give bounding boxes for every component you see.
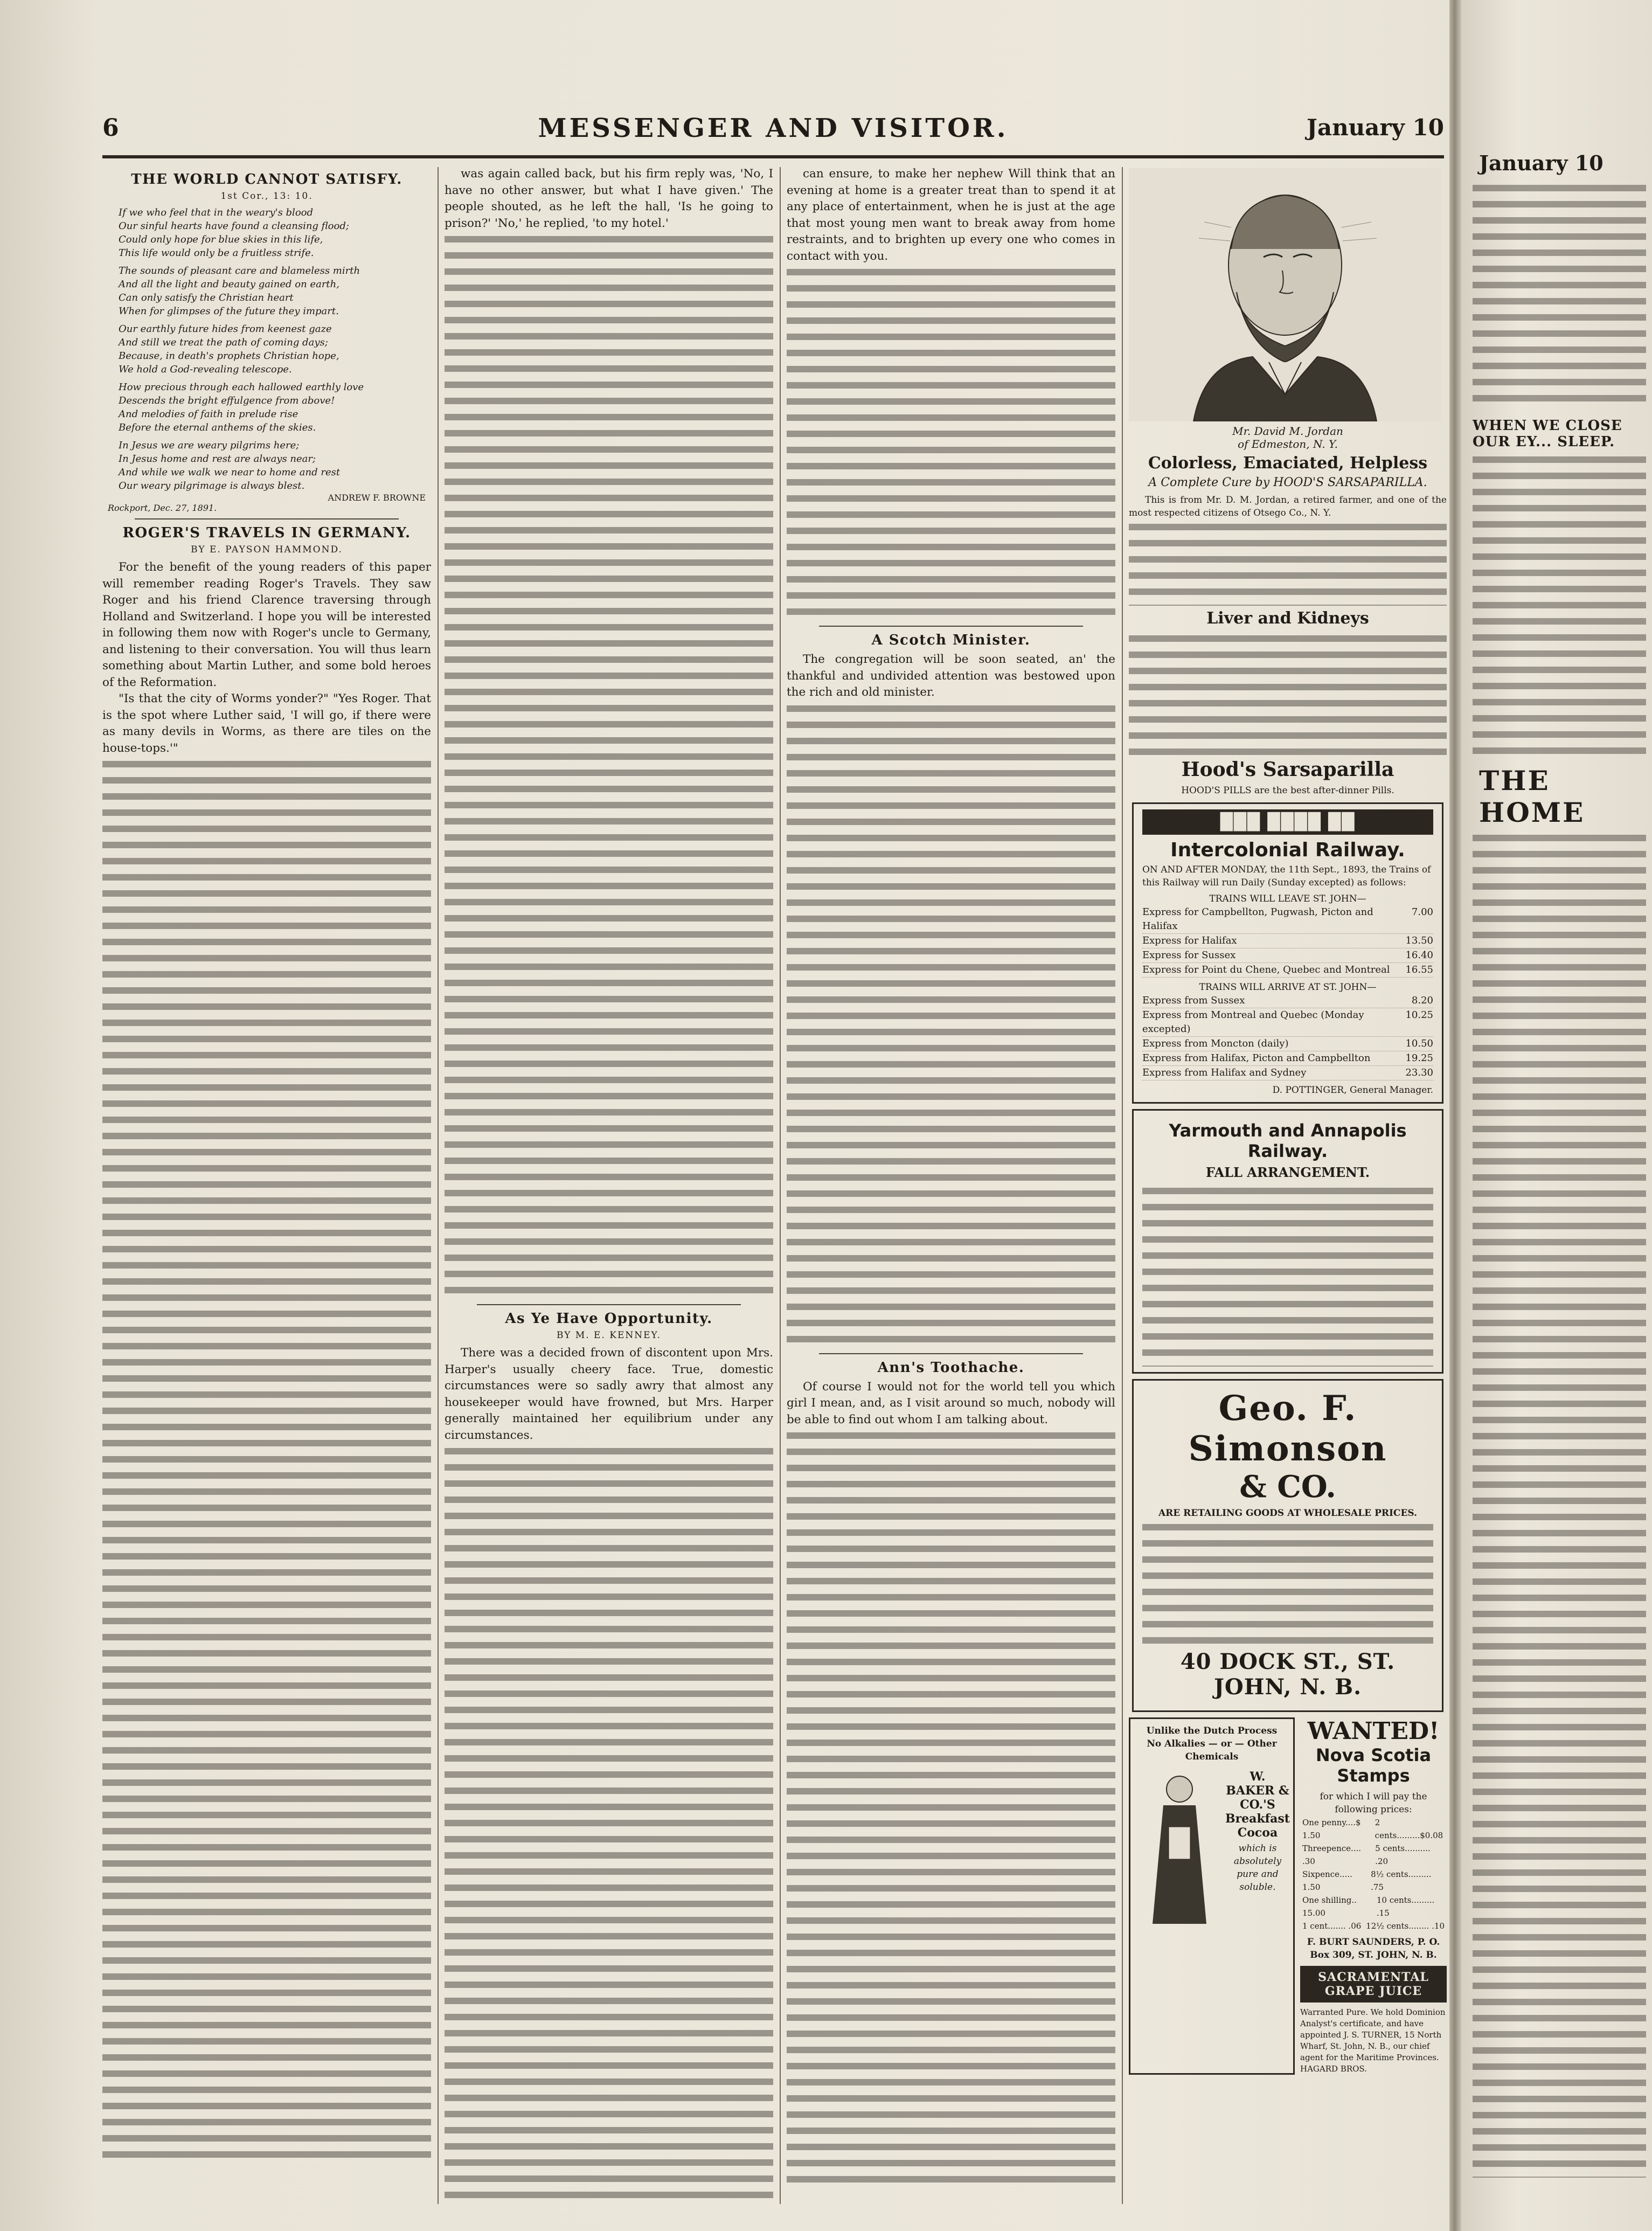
ad-hoods-brand: Hood's Sarsaparilla xyxy=(1181,758,1394,781)
ad-subhead: A Complete Cure by HOOD'S SARSAPARILLA. xyxy=(1148,476,1427,489)
stamps-ad xyxy=(1300,1717,1447,2075)
stamp-price-list xyxy=(1302,1816,1445,1932)
story-text-continued xyxy=(445,1444,773,2198)
simonson-items xyxy=(1142,1520,1433,1644)
facing-poem xyxy=(1473,452,1646,754)
yarmouth-ad xyxy=(1132,1109,1443,1374)
poem-line: Because, in death's prophets Christian hope, xyxy=(119,350,339,362)
article-text-continued xyxy=(445,232,773,1299)
railway-signoff: D. POTTINGER, General Manager. xyxy=(1272,1085,1433,1096)
grape-juice-heading: SACRAMENTAL GRAPE JUICE xyxy=(1300,1966,1447,2003)
timetable-row xyxy=(1142,1008,1433,1037)
masthead xyxy=(102,107,1444,155)
cocoa-head: Unlike the Dutch Process No Alkalies — or — Other Chemicals xyxy=(1146,1726,1278,1762)
timetable-destination: Express for Campbellton, Pugwash, Picton and Halifax xyxy=(1142,906,1373,932)
timetable-destination: Express for Point du Chene, Quebec and Montreal xyxy=(1142,964,1390,975)
portrait-caption: Mr. David M. Jordan of Edmeston, N. Y. xyxy=(1232,425,1343,451)
portrait-engraving xyxy=(1129,168,1441,421)
section-text-continued xyxy=(787,701,1115,1348)
page-fold xyxy=(1449,0,1461,2231)
timetable-time: 16.40 xyxy=(1405,950,1433,961)
column-4-ads xyxy=(1129,166,1447,2214)
article-text-continued xyxy=(102,757,431,2158)
poem-line: Could only hope for blue skies in this life, xyxy=(119,234,323,245)
timetable-time: 7.00 xyxy=(1411,906,1433,918)
cocoa-text xyxy=(1225,1768,1290,1929)
cocoa-content xyxy=(1139,1768,1290,1929)
newspaper-title: MESSENGER AND VISITOR. xyxy=(538,113,1009,143)
timetable-destination: Express from Halifax and Sydney xyxy=(1142,1067,1307,1078)
column-2 xyxy=(445,166,773,2214)
article-paragraph: For the benefit of the young readers of this paper will remember reading Roger's Travels. They saw Roger and his friend Clarence traversing through Holland and Switzerland. I hope you will be interested in following them now with Roger's uncle to Germany, and listening to their conversation. You will thus learn something about Martin Luther, and some bold heroes of the Reformation. xyxy=(102,560,431,689)
story-paragraph: There was a decided frown of discontent upon Mrs. Harper's usually cheery face. True, domestic circumstances were so sadly awry that almost any housekeeper would have frowned, but Mrs. Harper generally maintained her equilibrium under any circumstances. xyxy=(445,1346,773,1442)
section-body xyxy=(787,652,1115,701)
section-paragraph: The congregation will be soon seated, an' the thankful and undivided attention was bestowed upon the rich and old minister. xyxy=(787,653,1115,699)
divider xyxy=(135,518,399,519)
poem-reference: 1st Cor., 13: 10. xyxy=(220,191,313,202)
facing-text xyxy=(1473,830,1646,2178)
timetable-row xyxy=(1142,905,1433,934)
poem-line: Descends the bright effulgence from above! xyxy=(119,395,335,406)
poem-line: Before the eternal anthems of the skies. xyxy=(119,422,316,433)
facing-section-title: THE HOME xyxy=(1479,765,1585,828)
timetable-time: 10.50 xyxy=(1405,1038,1433,1049)
timetable-row xyxy=(1142,1037,1433,1051)
yarmouth-sub: FALL ARRANGEMENT. xyxy=(1205,1165,1370,1180)
poem-line: This life would only be a fruitless strife. xyxy=(119,247,314,259)
poem-line: When for glimpses of the future they impart. xyxy=(119,306,339,317)
timetable-time: 19.25 xyxy=(1405,1052,1433,1064)
cocoa-tag: which is absolutely pure and soluble. xyxy=(1233,1843,1282,1893)
timetable-destination: Express from Sussex xyxy=(1142,995,1245,1006)
story2-paragraph: Of course I would not for the world tell you which girl I mean, and, as I visit around so much, nobody will be able to find out whom I am talking about. xyxy=(787,1380,1115,1426)
divider xyxy=(819,1353,1083,1354)
railway-engine-cut: ███ ████ ██ xyxy=(1142,809,1433,835)
poem-line: In Jesus we are weary pilgrims here; xyxy=(119,440,300,451)
poem-line: If we who feel that in the weary's blood xyxy=(119,207,314,218)
section-title: A Scotch Minister. xyxy=(871,632,1031,648)
timetable-row xyxy=(1142,948,1433,963)
masthead-rule xyxy=(102,155,1444,158)
cocoa-brand: W. BAKER & CO.'S Breakfast Cocoa xyxy=(1225,1770,1290,1840)
stamp-price-row: One shilling.. 15.00 10 cents......... .15 xyxy=(1302,1895,1435,1918)
ad-liver-kidneys: Liver and Kidneys xyxy=(1206,609,1369,628)
timetable-row xyxy=(1142,1051,1433,1066)
column-rule xyxy=(1122,167,1123,2204)
timetable-destination: Express from Moncton (daily) xyxy=(1142,1038,1289,1049)
column-1 xyxy=(102,166,431,2214)
poem-line: Our weary pilgrimage is always blest. xyxy=(119,480,305,491)
timetable-time: 23.30 xyxy=(1405,1067,1433,1078)
poem-body xyxy=(119,206,426,493)
article-paragraph: was again called back, but his firm reply was, 'No, I have no other answer, but what I have given.' The people shouted, as he left the hall, 'Is he going to prison?' 'No,' he replied, 'to my hotel.' xyxy=(445,167,773,230)
story-continuation xyxy=(787,166,1115,265)
issue-date: January 10 xyxy=(1307,114,1444,141)
timetable-destination: Express from Halifax, Picton and Campbellton xyxy=(1142,1052,1371,1064)
timetable-time: 13.50 xyxy=(1405,935,1433,946)
article-title: ROGER'S TRAVELS IN GERMANY. xyxy=(122,525,411,541)
poem-author: ANDREW F. BROWNE xyxy=(328,493,426,503)
story-paragraph: can ensure, to make her nephew Will think that an evening at home is a greater treat than to spend it at any place of entertainment, when he is just at the age that most young men want to break away from home restraints, and to brighten up every one who comes in contact with you. xyxy=(787,167,1115,263)
poem-line: Our earthly future hides from keenest gaze xyxy=(119,323,332,335)
stamp-price-row: One penny....$ 1.50 2 cents.........$0.08 xyxy=(1302,1818,1443,1840)
ad-text-continued xyxy=(1129,631,1447,755)
poem-line: The sounds of pleasant care and blameless mirth xyxy=(119,265,360,276)
simonson-ad xyxy=(1132,1379,1443,1712)
facing-headline: WHEN WE CLOSE OUR EY... SLEEP. xyxy=(1473,418,1622,450)
timetable-time: 16.55 xyxy=(1405,964,1433,975)
page-number: 6 xyxy=(102,114,119,142)
poem-line: Our sinful hearts have found a cleansing flood; xyxy=(119,220,349,232)
timetable-row xyxy=(1142,963,1433,978)
facing-page-fragment xyxy=(1468,102,1646,2204)
column-rule xyxy=(438,167,439,2204)
simonson-address: 40 DOCK ST., ST. JOHN, N. B. xyxy=(1180,1649,1396,1700)
cocoa-girl-illustration xyxy=(1139,1768,1220,1929)
stamps-heading: Nova Scotia Stamps xyxy=(1315,1745,1432,1786)
simonson-name: Geo. F. Simonson xyxy=(1188,1388,1387,1469)
story-title: As Ye Have Opportunity. xyxy=(505,1311,713,1327)
article-body xyxy=(102,559,431,757)
ad-testimony: This is from Mr. D. M. Jordan, a retired farmer, and one of the most respected citizens of Otsego Co., N. Y. xyxy=(1129,495,1447,518)
stamps-sub: for which I will pay the following prices: xyxy=(1320,1791,1427,1815)
timetable-destination: Express from Montreal and Quebec (Monday excepted) xyxy=(1142,1009,1364,1035)
ad-headline: Colorless, Emaciated, Helpless xyxy=(1148,454,1428,473)
timetable-row xyxy=(1142,1066,1433,1080)
story-body xyxy=(445,1345,773,1444)
poem-line: In Jesus home and rest are always near; xyxy=(119,453,316,465)
poem-line: And all the light and beauty gained on earth, xyxy=(119,279,339,290)
ad-hoods-pills: HOOD'S PILLS are the best after-dinner Pills. xyxy=(1181,785,1394,796)
cocoa-ad xyxy=(1129,1717,1295,2075)
railway-opening: ON AND AFTER MONDAY, the 11th Sept., 1893, the Trains of this Railway will run Daily (Sunday excepted) as follows: xyxy=(1142,864,1431,888)
divider xyxy=(819,626,1083,627)
poem-line: How precious through each hallowed earthly love xyxy=(119,382,364,393)
yarmouth-name: Yarmouth and Annapolis Railway. xyxy=(1169,1120,1407,1161)
grape-juice-text: Warranted Pure. We hold Dominion Analyst's certificate, and have appointed J. S. TURNER, 15 North Wharf, St. John, N. B., our chief agent for the Maritime Provinces. HAGARD BROS. xyxy=(1300,2007,1446,2074)
stamp-price-row: 1 cent....... .06 12½ cents........ .10 xyxy=(1302,1921,1445,1931)
stamp-price-row: Sixpence..... 1.50 8½ cents......... .75 xyxy=(1302,1869,1432,1892)
poem-line: And still we treat the path of coming days; xyxy=(119,337,328,348)
railway-ad xyxy=(1132,802,1443,1104)
timetable-time: 10.25 xyxy=(1405,1009,1433,1021)
bottom-ads xyxy=(1129,1717,1447,2075)
story2-title: Ann's Toothache. xyxy=(877,1359,1025,1376)
simonson-line: ARE RETAILING GOODS AT WHOLESALE PRICES. xyxy=(1158,1508,1418,1519)
story2-text-continued xyxy=(787,1428,1115,2182)
timetable-destination: Express for Halifax xyxy=(1142,935,1237,946)
poem-line: Can only satisfy the Christian heart xyxy=(119,292,294,303)
facing-text xyxy=(1473,181,1646,407)
leave-label: TRAINS WILL LEAVE ST. JOHN— xyxy=(1209,893,1366,904)
article-paragraph: "Is that the city of Worms yonder?" "Yes Roger. That is the spot where Luther said, 'I will go, if there were as many devils in Worms, as there are tiles on the house-tops.'" xyxy=(102,692,431,755)
poem-title: THE WORLD CANNOT SATISFY. xyxy=(131,171,402,188)
arrive-timetable xyxy=(1142,994,1433,1080)
timetable-destination: Express for Sussex xyxy=(1142,950,1236,961)
poem-line: And while we walk we near to home and rest xyxy=(119,467,341,478)
poem-line: And melodies of faith in prelude rise xyxy=(119,408,299,420)
simonson-co: & CO. xyxy=(1239,1469,1336,1505)
article-byline: BY E. PAYSON HAMMOND. xyxy=(191,544,343,555)
stamp-price-row: Threepence.... .30 5 cents.......... .20 xyxy=(1302,1844,1431,1866)
story-byline: BY M. E. KENNEY. xyxy=(557,1330,661,1341)
timetable-row xyxy=(1142,934,1433,948)
story2-body xyxy=(787,1379,1115,1429)
ad-text-continued xyxy=(1129,519,1447,606)
leave-timetable xyxy=(1142,905,1433,978)
poem-line: We hold a God-revealing telescope. xyxy=(119,364,292,375)
poem-dateline: Rockport, Dec. 27, 1891. xyxy=(108,503,217,513)
wanted-heading: WANTED! xyxy=(1307,1717,1440,1745)
column-rule xyxy=(780,167,781,2204)
railway-name: Intercolonial Railway. xyxy=(1170,839,1405,861)
divider xyxy=(477,1304,741,1305)
column-3 xyxy=(787,166,1115,2214)
story-text-continued xyxy=(787,265,1115,620)
stamp-buyer: F. BURT SAUNDERS, P. O. Box 309, ST. JOHN, N. B. xyxy=(1307,1937,1440,1960)
facing-page-date: January 10 xyxy=(1479,151,1604,175)
yarmouth-schedule xyxy=(1142,1183,1433,1367)
article-continuation xyxy=(445,166,773,232)
timetable-time: 8.20 xyxy=(1411,995,1433,1006)
timetable-row xyxy=(1142,994,1433,1008)
arrive-label: TRAINS WILL ARRIVE AT ST. JOHN— xyxy=(1199,982,1377,993)
